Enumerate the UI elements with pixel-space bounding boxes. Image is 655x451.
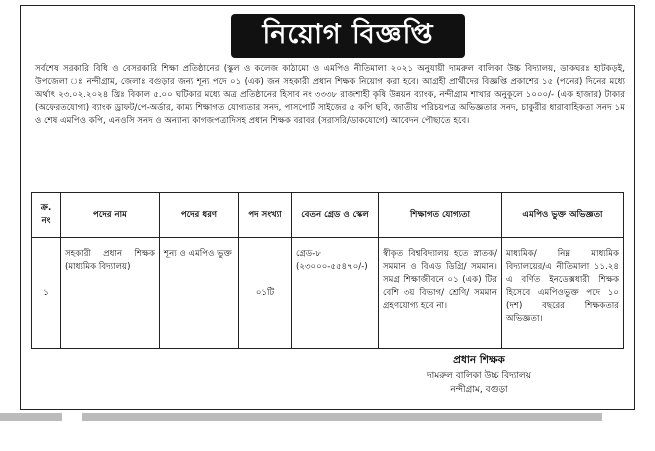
page-footer-divider <box>0 413 655 426</box>
ad-body-text: সর্বশেষ সরকারি বিধি ও বেসরকারি শিক্ষা প্রতিষ্ঠানের (স্কুল ও কলেজ কাঠামো ও এমপিও নীতিমালা ২০২১ অনুযায়ী দামরুল বালিকা উচ্চ বিদ্যালয়, ডাকঘরঃ হাটকড়ই, উপজেলা ঃ নন্দীগ্রাম, জেলাঃ বগুড়ার জন্য শূন্য পদে ০১ (এক) জন সহকারী প্রধান শিক্ষক নিয়োগ করা হবে। আগ্রহী প্রার্থীদের বিজ্ঞপ্তি প্রকাশের ১৫ (পনের) দিনের মধ্যে অর্থাৎ ২৩.০২.২০২৪ খ্রিঃ বিকাল ৫.০০ ঘটিকার মধ্যে অত্র প্রতিষ্ঠানের হিসাব নং ৩৩৩৮ রাজশাহী কৃষি উন্নয়ন ব্যাংক, নন্দীগ্রাম শাখার অনুকূলে ১০০০/- (এক হাজার) টাকার (অফেরতযোগ্য) ব্যাংক ড্রাফট/পে-অর্ডার, কাম্য শিক্ষাগত যোগ্যতার সনদ, পাসপোর্ট সাইজের ৫ কপি ছবি, জাতীয় পরিচয়পত্র অভিজ্ঞতার সনদ, চাকুরীর ধারাবাহিকতা সনদ ১ম ও শেষ এমপিও কপি, এনওসি সনদ ও অন্যান্য কাগজপত্রাদিসহ প্রধান শিক্ষক বরাবর (সরাসরি/ডাকযোগে) আবেদন পৌছাতে হবে। <box>35 64 625 126</box>
footer-bar-right <box>82 413 602 421</box>
vacancy-table <box>31 192 624 349</box>
header-post-count: পদ সংখ্যা <box>239 193 292 238</box>
cell-serial: ১ <box>32 238 61 349</box>
header-experience: এমপিও ভুক্ত অভিজ্ঞতা <box>502 193 624 238</box>
cell-post-count: ০১টি <box>239 238 292 349</box>
signature-location: নন্দীগ্রাম, বগুড়া <box>450 385 508 395</box>
cell-pay-grade: গ্রেড-৮ (২৩০০০-৫৫৪৭০/-) <box>292 238 379 349</box>
cell-qualification: স্বীকৃত বিশ্ববিদ্যালয় হতে স্নাতক/ সমমান ও বিএড ডিগ্রি/ সমমান। সমগ্র শিক্ষাজীবনে ০১ (এক) টির বেশি ৩য় বিভাগ/ শ্রেণি/ সমমান গ্রহণযোগ্য হবে না। <box>379 238 502 349</box>
table-header-row <box>32 193 624 238</box>
header-pay-grade: বেতন গ্রেড ও স্কেল <box>292 193 379 238</box>
header-serial: ক্র. নং <box>32 193 61 238</box>
table-row <box>32 238 624 349</box>
signature-block <box>394 353 564 397</box>
cell-experience: মাধ্যমিক/ নিম্ন মাধ্যমিক বিদ্যালয়ের/এ নীতিমালা ১১.২৪ এ বর্ণিত ইনডেক্সধারী শিক্ষক হিসেবে এমপিওভুক্ত পদে ১০ (দশ) বছরের শিক্ষকতার অভিজ্ঞতা। <box>502 238 624 349</box>
header-qualification: শিক্ষাগত যোগ্যতা <box>379 193 502 238</box>
header-post-type: পদের ধরণ <box>160 193 239 238</box>
signature-title: প্রধান শিক্ষক <box>453 354 505 366</box>
job-advertisement <box>20 5 635 410</box>
ad-title: নিয়োগ বিজ্ঞপ্তি <box>262 18 434 50</box>
cell-post-type: শূন্য ও এমপিও ভুক্ত <box>160 238 239 349</box>
cell-post-name: সহকারী প্রধান শিক্ষক (মাধ্যমিক বিদ্যালয়) <box>61 238 160 349</box>
footer-bar-left <box>0 413 62 421</box>
signature-school: দামরুল বালিকা উচ্চ বিদ্যালয় <box>426 371 532 381</box>
header-post-name: পদের নাম <box>61 193 160 238</box>
title-banner <box>231 14 465 58</box>
